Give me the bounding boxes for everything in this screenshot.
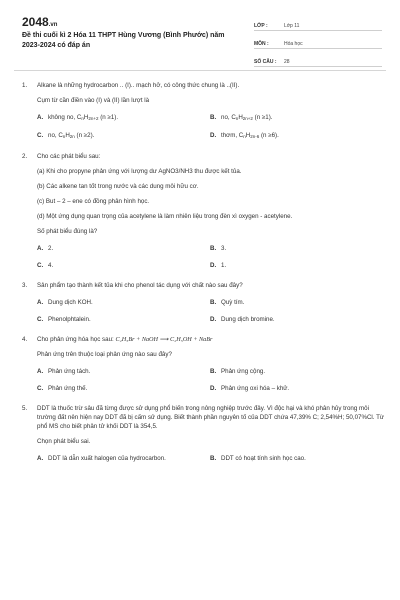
option-letter: A. — [37, 245, 44, 252]
option-text: Dung dịch KOH. — [48, 299, 93, 306]
option-letter: A. — [37, 114, 44, 121]
question-4 — [22, 335, 386, 393]
option-d[interactable] — [210, 261, 383, 270]
exam-title: Đề thi cuối kì 2 Hóa 11 THPT Hùng Vương (Bình Phước) năm 2023-2024 có đáp án — [22, 32, 225, 49]
option-a[interactable] — [37, 113, 210, 123]
option-b[interactable] — [210, 298, 383, 307]
option-text: 4. — [48, 262, 54, 269]
option-letter: B. — [210, 299, 217, 306]
info-value: Lớp 11 — [284, 23, 300, 29]
header — [0, 0, 400, 64]
option-a[interactable] — [37, 367, 210, 376]
statement-d: (d) Một ứng dụng quan trọng của acetylene là làm nhiên liệu trong đèn xì oxygen - acetylene. — [37, 213, 293, 220]
question-prompt: Phản ứng trên thuộc loại phản ứng nào sau đây? — [37, 351, 172, 358]
info-value: Hóa học — [284, 41, 303, 47]
option-c[interactable] — [37, 384, 210, 393]
option-letter: B. — [210, 245, 217, 252]
question-line: Cụm từ cần điền vào (I) và (II) lần lượt là — [37, 97, 150, 104]
question-stem: Cho phản ứng hóa học sau: C₂H₅Br + NaOH ⟶ C₂H₅OH + NaBr — [37, 336, 213, 343]
option-text: Phản ứng cộng. — [221, 368, 266, 375]
option-letter: A. — [37, 455, 44, 462]
option-b[interactable] — [210, 244, 383, 253]
divider — [14, 70, 386, 71]
reaction-equation: C₂H₅Br + NaOH ⟶ C₂H₅OH + NaBr — [115, 336, 213, 343]
option-text: 1. — [221, 262, 227, 269]
option-text: không no, $C_nH_{2n+2}$ (n ≥1). — [48, 114, 119, 121]
question-stem: DDT là thuốc trừ sâu đã từng được sử dụng phổ biến trong nông nghiệp trước đây. Vì độc hại và khó phân hủy trong môi trường đất nên hiện nay DDT đã bị cấm sử dụng. Biết thành phần nguyên tố của DDT chứa 47,39% C; 2,54%H; 50,07%Cl. Từ phổ MS cho biết phân tử khối DDT là 354,5. — [37, 405, 385, 430]
options — [37, 113, 386, 141]
option-letter: A. — [37, 368, 44, 375]
option-text: Dung dịch bromine. — [221, 316, 275, 323]
option-text: DDT là dẫn xuất halogen của hydrocarbon. — [48, 455, 166, 462]
logo-suffix: .vn — [48, 22, 58, 28]
info-label: MÔN : — [254, 41, 269, 47]
option-text: 2. — [48, 245, 54, 252]
question-stem: Sản phẩm tạo thành kết tủa khi cho phenol tác dụng với chất nào sau đây? — [37, 282, 243, 289]
question-5 — [22, 404, 386, 463]
info-value: 28 — [284, 59, 290, 65]
question-1 — [22, 81, 386, 141]
option-letter: D. — [210, 316, 217, 323]
option-text: 3. — [221, 245, 227, 252]
options — [37, 367, 386, 393]
option-text: Phản ứng oxi hóa – khử. — [221, 385, 290, 392]
exam-info — [254, 16, 382, 70]
question-number: 1. — [22, 82, 28, 89]
option-letter: C. — [37, 262, 44, 269]
option-text: DDT có hoạt tính sinh học cao. — [221, 455, 306, 462]
statement-b: (b) Các alkene tan tốt trong nước và các dung môi hữu cơ. — [37, 183, 199, 190]
option-letter: D. — [210, 385, 217, 392]
option-d[interactable] — [210, 315, 383, 324]
statement-c: (c) But – 2 – ene có đồng phân hình học. — [37, 198, 150, 205]
option-b[interactable] — [210, 367, 383, 376]
option-text: Quỳ tím. — [221, 299, 245, 306]
option-c[interactable] — [37, 315, 210, 324]
question-2 — [22, 152, 386, 270]
option-b[interactable] — [210, 113, 383, 123]
option-d[interactable] — [210, 384, 383, 393]
info-label: LỚP : — [254, 23, 268, 29]
options — [37, 298, 386, 324]
option-text: Phản ứng tách. — [48, 368, 91, 375]
info-label: SỐ CÂU : — [254, 59, 277, 65]
option-letter: A. — [37, 299, 44, 306]
option-letter: B. — [210, 368, 217, 375]
option-letter: C. — [37, 132, 44, 139]
option-letter: B. — [210, 114, 217, 121]
option-a[interactable] — [37, 454, 210, 463]
option-text: no, $C_nH_{2n+2}$ (n ≥1). — [221, 114, 273, 121]
option-letter: B. — [210, 455, 217, 462]
question-stem: Cho các phát biểu sau: — [37, 153, 101, 160]
option-a[interactable] — [37, 244, 210, 253]
question-number: 3. — [22, 282, 28, 289]
option-c[interactable] — [37, 131, 210, 141]
question-number: 5. — [22, 405, 28, 412]
option-letter: C. — [37, 316, 44, 323]
question-prompt: Số phát biểu đúng là? — [37, 228, 98, 235]
info-row-grade — [254, 16, 382, 31]
option-text: Phenolphtalein. — [48, 316, 91, 323]
info-row-subject — [254, 34, 382, 49]
statement-a: (a) Khi cho propyne phản ứng với lượng dư AgNO3/NH3 thu được kết tủa. — [37, 168, 242, 175]
option-text: no, $C_nH_{2n}$ (n ≥2). — [48, 132, 95, 139]
option-text: thơm, $C_nH_{2n-6}$ (n ≥6). — [221, 132, 279, 139]
option-b[interactable] — [210, 454, 383, 463]
question-number: 2. — [22, 153, 28, 160]
option-text: Phản ứng thế. — [48, 385, 88, 392]
site-logo[interactable] — [22, 15, 57, 29]
question-list — [22, 81, 386, 463]
info-row-count — [254, 52, 382, 67]
option-c[interactable] — [37, 261, 210, 270]
question-3 — [22, 281, 386, 324]
option-letter: C. — [37, 385, 44, 392]
question-number: 4. — [22, 336, 28, 343]
options — [37, 244, 386, 270]
question-stem: Alkane là những hydrocarbon .. (I).. mạch hở, có công thức chung là ..(II). — [37, 82, 240, 89]
option-letter: D. — [210, 262, 217, 269]
logo-text: 2048 — [22, 15, 49, 29]
option-d[interactable] — [210, 131, 383, 141]
option-a[interactable] — [37, 298, 210, 307]
option-letter: D. — [210, 132, 217, 139]
question-prompt: Chọn phát biểu sai. — [37, 438, 91, 445]
options — [37, 454, 386, 463]
